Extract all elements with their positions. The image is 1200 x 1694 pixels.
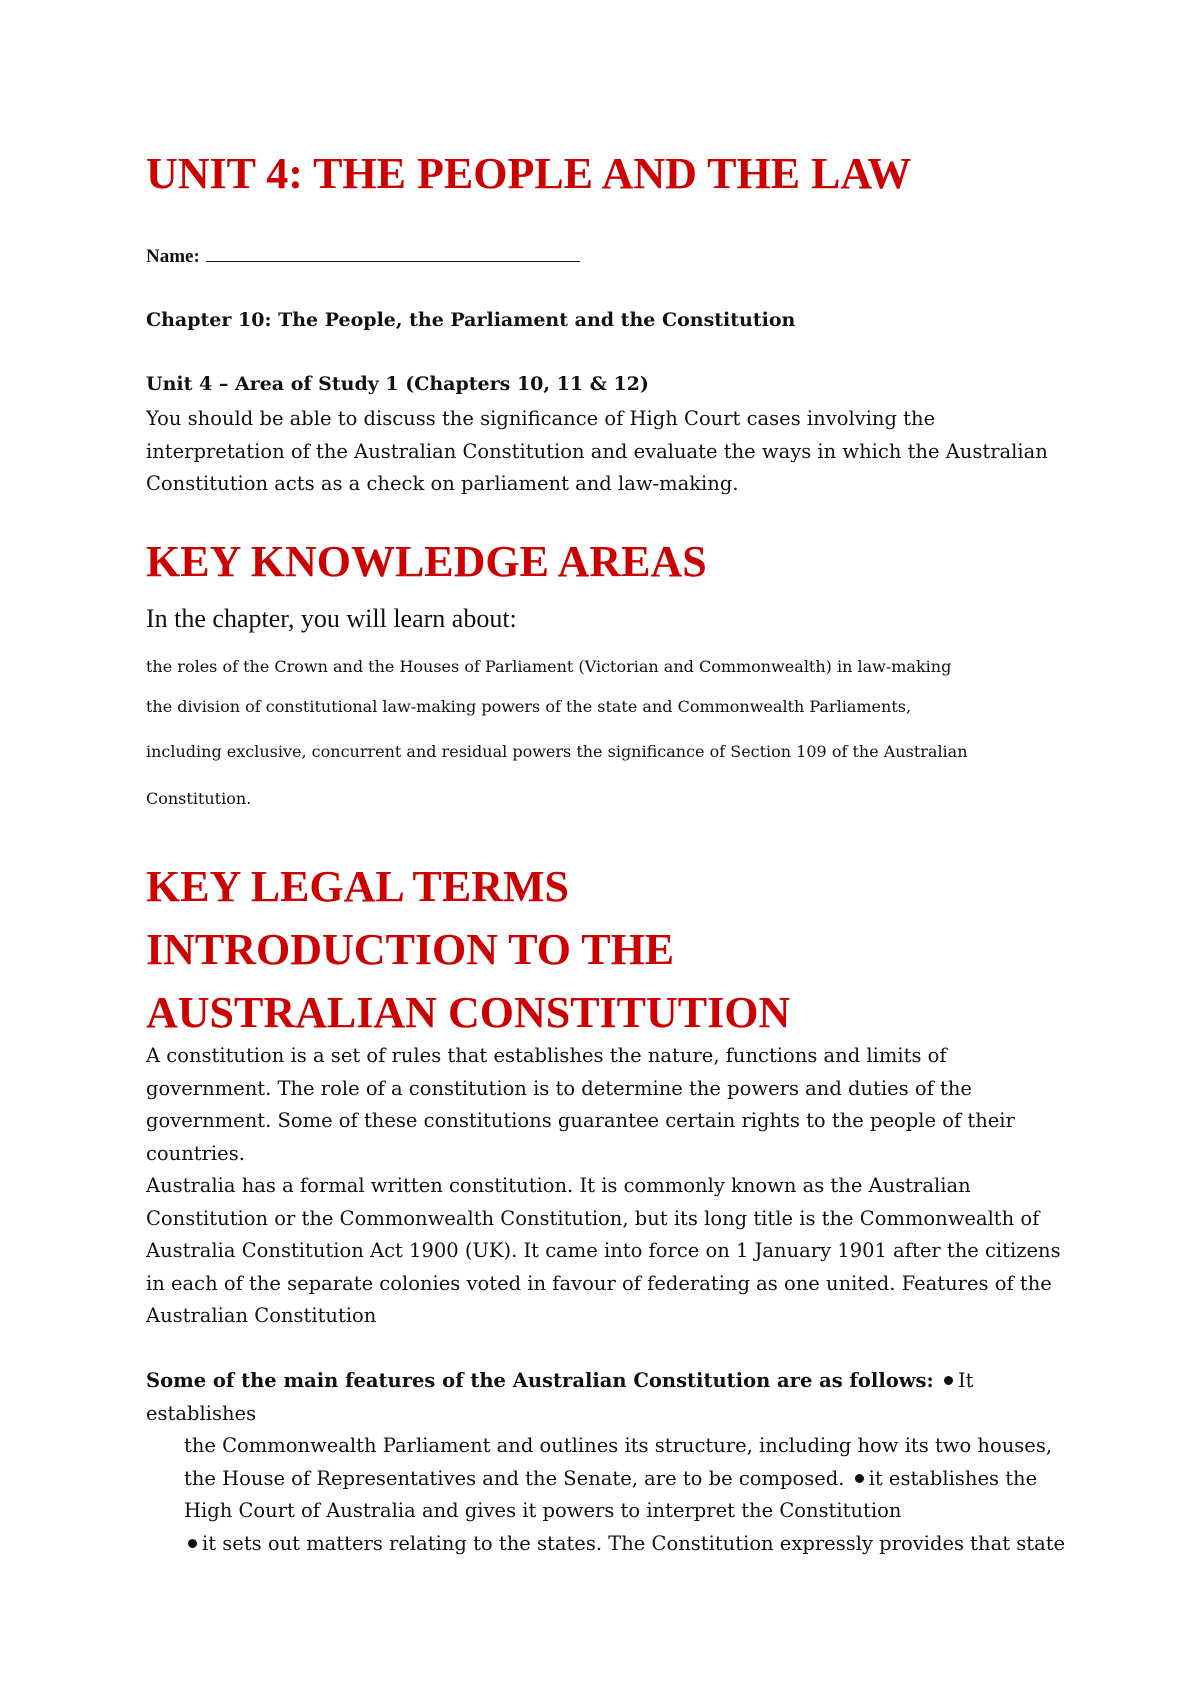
constitution-paragraph: A constitution is a set of rules that establishes the nature, functions and limits of government. The role of a constitution is to determine the powers and duties of the government. Some of these constitutions guarantee certain rights to the people of their countries. — [146, 1044, 1015, 1165]
area-of-study-heading: Unit 4 – Area of Study 1 (Chapters 10, 11 & 12) — [146, 373, 649, 395]
feature-item: it sets out matters relating to the states. The Constitution expressly provides that state — [202, 1531, 1066, 1555]
area-of-study-text: You should be able to discuss the significance of High Court cases involving the interpretation of the Australian Constitution and evaluate the ways in which the Australian Constitution acts as a check on parliament and law-making. — [146, 407, 1048, 495]
key-knowledge-line: the division of constitutional law-making powers of the state and Commonwealth Parliaments, — [146, 697, 912, 716]
feature-item: it establishes the High Court of Australia and gives it powers to interpret the Constitution — [184, 1466, 1038, 1522]
features-lead: Some of the main features of the Australian Constitution are as follows: — [146, 1369, 934, 1392]
bullet-icon — [944, 1376, 953, 1385]
key-knowledge-line: Constitution. — [146, 789, 252, 808]
key-knowledge-heading: KEY KNOWLEDGE AREAS — [146, 537, 707, 586]
constitution-paragraph: Australia has a formal written constitution. It is commonly known as the Australian Constitution or the Commonwealth Constitution, but its long title is the Commonwealth of Australia Constitution Act 1900 (UK). It came into force on 1 January 1901 after the citizens in each of the separate colonies voted in favour of federating as one united. Features of the Australian Constitution — [146, 1174, 1061, 1327]
key-terms-heading — [146, 855, 1076, 1044]
key-knowledge-line: including exclusive, concurrent and residual powers the significance of Section 109 of the Australian — [146, 742, 968, 761]
feature-item: It establishes — [146, 1369, 974, 1425]
key-terms-heading-line: INTRODUCTION TO THE — [146, 925, 675, 974]
features-list — [146, 1365, 1076, 1560]
bullet-icon — [855, 1474, 864, 1483]
feature-item-continued — [146, 1430, 1076, 1560]
name-blank-line — [206, 246, 580, 262]
key-knowledge-line: the roles of the Crown and the Houses of Parliament (Victorian and Commonwealth) in law-making — [146, 657, 952, 676]
unit-title: UNIT 4: THE PEOPLE AND THE LAW — [146, 149, 912, 198]
chapter-heading: Chapter 10: The People, the Parliament and the Constitution — [146, 309, 796, 331]
name-field — [146, 246, 580, 268]
key-terms-heading-line: AUSTRALIAN CONSTITUTION — [146, 988, 791, 1037]
key-terms-heading-line: KEY LEGAL TERMS — [146, 862, 570, 911]
feature-item-text: the Commonwealth Parliament and outlines its structure, including how its two houses, the House of Representatives and the Senate, are to be composed. — [184, 1434, 1053, 1490]
key-knowledge-intro: In the chapter, you will learn about: — [146, 604, 517, 633]
bullet-icon — [188, 1539, 197, 1548]
name-label: Name: — [146, 246, 200, 267]
